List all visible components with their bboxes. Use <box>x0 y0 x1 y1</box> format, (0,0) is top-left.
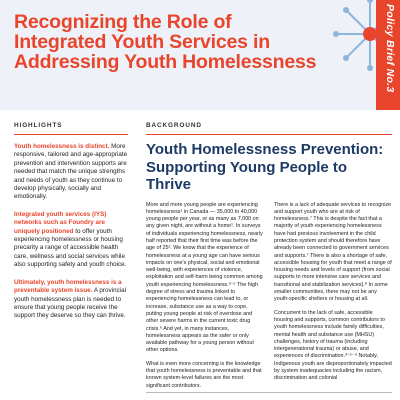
brief-number-label: Policy Brief No.3 <box>384 4 396 93</box>
highlight-lead: Ultimately, youth homelessness is a preventable system issue. <box>14 278 122 295</box>
highlight-item <box>14 279 128 321</box>
highlights-divider <box>14 134 128 135</box>
highlight-item <box>14 211 128 270</box>
body-column-right <box>274 202 392 396</box>
body-paragraph: More and more young people are experiencing homelessness¹ in Canada — 35,000 to 40,000 young people per year, or as many as 7,000 on any given night, are without a home¹. In surveys of individuals experiencing homelessness, nearly half reported that their first time was before the age of 25². We know that the experience of homelessness at a young age can have serious impacts on one's physical, social and emotional well-being, with experiences of violence, exploitation and self-harm being common among youth experiencing homelessness.³⁻⁵ The high degree of stress and trauma linked to experiencing homelessness can lead to, or increase, substance use as a way to cope, putting young people at risk of overdose and other severe harms in the current toxic drug crisis.⁶ And yet, in many instances, homelessness appears as the safer or only available pathway for a young person without other options. <box>146 201 263 354</box>
header-band <box>0 0 400 110</box>
background-label: BACKGROUND <box>146 122 202 129</box>
highlights-label: HIGHLIGHTS <box>14 122 63 129</box>
footnote-divider <box>146 392 392 393</box>
title-line: Recognizing the Role of <box>14 11 232 33</box>
heading-line: Youth Homelessness Prevention: <box>146 141 384 158</box>
highlight-text: to offer youth experiencing homelessness or housing precarity a range of accessible health care, wellness and social services while also supporting safety and youth choice. <box>14 227 127 269</box>
body-paragraph: What is even more concerning is the knowledge that youth homelessness is preventable and that known system-level failures are the most significant contributors. <box>146 360 262 389</box>
body-column-left <box>146 202 264 396</box>
heading-line: Supporting Young People to Thrive <box>146 158 348 193</box>
section-heading <box>146 141 392 194</box>
body-paragraph: Concurrent to the lack of safe, accessible housing and supports, common contributors to youth homelessness include family difficulties, mental health and substance use (MHSU) challenges, history of trauma (including intergenerational trauma) or abuse, and experiences of discrimination.³⁻⁵⁻⁹ Notably, Indigenous youth are disproportionately impacted by system inadequacies including the racism, discrimination and colonial <box>274 309 392 382</box>
title-line: Integrated Youth Services in <box>14 31 270 53</box>
background-section <box>146 122 392 396</box>
body-paragraph: There is a lack of adequate services to recognize and support youth who are at risk of homelessness.⁷ This is despite the fact that a majority of youth experiencing homelessness have had previous involvement in the child protection system and should therefore have already been connected to government services and supports.⁷ There is also a shortage of safe, accessible housing for youth that meet a range of housing needs and levels of support (from social supports to more intensive care services and transitional and stabilization services).⁸ In some smaller communities, there may not be any youth-specific shelters or housing at all. <box>274 201 392 303</box>
highlights-sidebar <box>14 122 128 330</box>
page-title <box>14 12 334 72</box>
highlight-lead: Integrated youth services (IYS) networks such as Foundry are uniquely positioned <box>14 210 107 235</box>
highlight-item <box>14 143 128 202</box>
brief-number-tab <box>376 0 400 110</box>
body-columns <box>146 202 392 396</box>
highlight-lead: Youth homelessness is distinct. <box>14 143 110 150</box>
highlight-text: A provincial youth homelessness plan is needed to ensure that young people receive the support they deserve so they can thrive. <box>14 287 127 320</box>
title-line: Addressing Youth Homelessness <box>14 51 317 73</box>
highlight-text: More responsive, tailored and age-appropriate prevention and intervention supports are needed that match the unique strengths and needs of youth as they continue to develop physically, socially and emotionally. <box>14 143 128 201</box>
background-divider <box>146 134 392 135</box>
